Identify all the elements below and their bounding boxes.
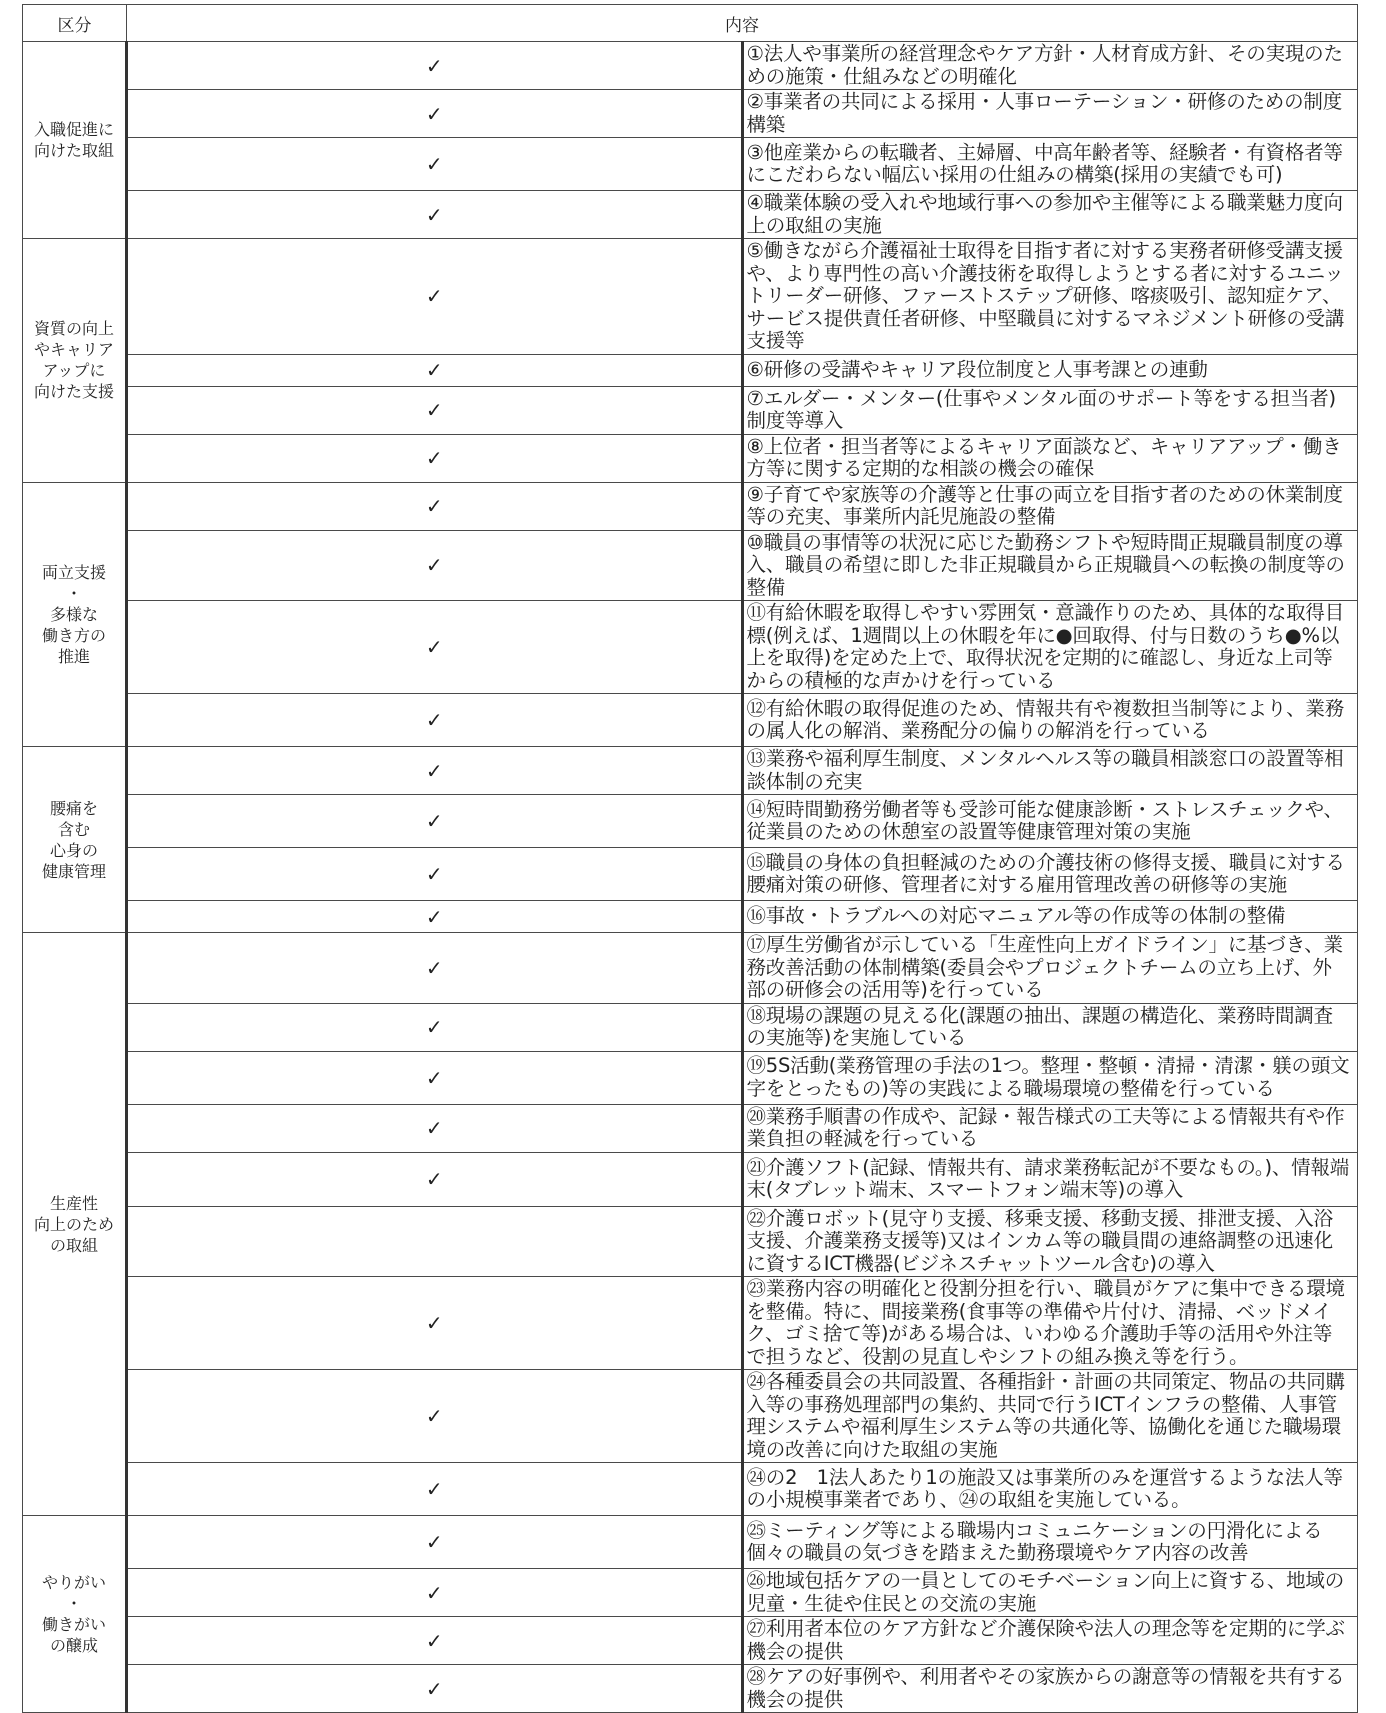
check-mark-icon: ✓: [425, 53, 443, 78]
table-row: [23, 530, 1358, 601]
checkbox-cell[interactable]: [127, 933, 743, 1004]
table-body: [23, 42, 1358, 1713]
measure-text: ⑤働きながら介護福祉士取得を目指す者に対する実務者研修受講支援や、より専門性の高い介護技術を取得しようとする者に対するユニットリーダー研修、ファーストステップ研修、喀痰吸引、認知症ケア、サービス提供責任者研修、中堅職員に対するマネジメント研修の受講支援等: [742, 239, 1358, 355]
table-row: [23, 901, 1358, 933]
table-row: [23, 1152, 1358, 1206]
header-row: [23, 5, 1358, 42]
checkbox-cell[interactable]: [127, 434, 743, 482]
measure-text: ⑬業務や福利厚生制度、メンタルヘルス等の職員相談窓口の設置等相談体制の充実: [742, 747, 1358, 795]
check-mark-icon: ✓: [425, 1116, 443, 1140]
table-row: [23, 1370, 1358, 1463]
check-mark-icon: ✓: [425, 1530, 443, 1554]
checkbox-cell[interactable]: [127, 747, 743, 795]
table-row: [23, 1617, 1358, 1665]
table-row: [23, 1206, 1358, 1277]
table-row: [23, 239, 1358, 355]
measure-text: ⑯事故・トラブルへの対応マニュアル等の作成等の体制の整備: [742, 901, 1358, 933]
check-mark-icon: ✓: [425, 358, 443, 382]
measure-text: ⑲5S活動(業務管理の手法の1つ。整理・整頓・清掃・清潔・躾の頭文字をとったもの)等の実践による職場環境の整備を行っている: [742, 1051, 1358, 1104]
checkbox-cell[interactable]: [127, 1569, 743, 1617]
measure-text: ①法人や事業所の経営理念やケア方針・人材育成方針、その実現のための施策・仕組みなどの明確化: [742, 42, 1358, 90]
checkbox-cell[interactable]: [127, 1277, 743, 1370]
table-row: [23, 848, 1358, 901]
table-row: [23, 1569, 1358, 1617]
section-category: 両立支援 ・ 多様な 働き方の 推進: [23, 482, 127, 747]
measure-text: ㉗利用者本位のケア方針など介護保険や法人の理念等を定期的に学ぶ機会の提供: [742, 1617, 1358, 1665]
table-row: [23, 1003, 1358, 1051]
checkbox-cell[interactable]: [127, 848, 743, 901]
section-category: 入職促進に 向けた取組: [23, 42, 127, 239]
table-row: [23, 1051, 1358, 1104]
checkbox-cell[interactable]: [127, 795, 743, 848]
checkbox-cell[interactable]: [127, 530, 743, 601]
check-mark-icon: ✓: [425, 553, 443, 578]
table-row: [23, 90, 1358, 138]
check-mark-icon: ✓: [425, 1628, 443, 1653]
measure-text: ③他産業からの転職者、主婦層、中高年齢者等、経験者・有資格者等にこだわらない幅広い採用の仕組みの構築(採用の実績でも可): [742, 138, 1358, 191]
table-row: [23, 354, 1358, 386]
checkbox-cell[interactable]: [127, 601, 743, 694]
check-mark-icon: ✓: [425, 1404, 443, 1428]
check-mark-icon: ✓: [425, 152, 443, 176]
table-row: [23, 933, 1358, 1004]
check-mark-icon: ✓: [425, 284, 443, 309]
measure-text: ㉕ミーティング等による職場内コミュニケーションの円滑化による個々の職員の気づきを踏まえた勤務環境やケア内容の改善: [742, 1516, 1358, 1569]
checkbox-cell[interactable]: [127, 1003, 743, 1051]
measures-table-sheet: [22, 4, 1358, 1713]
checkbox-cell[interactable]: [127, 1152, 743, 1206]
check-mark-icon: ✓: [425, 494, 443, 518]
table-row: [23, 1463, 1358, 1516]
measure-text: ㉔各種委員会の共同設置、各種指針・計画の共同策定、物品の共同購入等の事務処理部門の集約、共同で行うICTインフラの整備、人事管理システムや福利厚生システム等の共通化等、協働化を通じた職場環境の改善に向けた取組の実施: [742, 1370, 1358, 1463]
table-row: [23, 191, 1358, 239]
check-mark-icon: ✓: [425, 202, 443, 227]
table-row: [23, 601, 1358, 694]
header-content: 内容: [127, 5, 1358, 42]
checkbox-cell[interactable]: [127, 1370, 743, 1463]
table-row: [23, 1516, 1358, 1569]
measure-text: ⑧上位者・担当者等によるキャリア面談など、キャリアアップ・働き方等に関する定期的な相談の機会の確保: [742, 434, 1358, 482]
checkbox-cell[interactable]: [127, 239, 743, 355]
table-row: [23, 1104, 1358, 1152]
check-mark-icon: ✓: [425, 1676, 443, 1701]
measure-text: ㉑介護ソフト(記録、情報共有、請求業務転記が不要なもの。)、情報端末(タブレット端末、スマートフォン端末等)の導入: [742, 1152, 1358, 1206]
check-mark-icon: ✓: [425, 398, 443, 422]
measure-text: ④職業体験の受入れや地域行事への参加や主催等による職業魅力度向上の取組の実施: [742, 191, 1358, 239]
checkbox-cell[interactable]: [127, 1051, 743, 1104]
measure-text: ⑩職員の事情等の状況に応じた勤務シフトや短時間正規職員制度の導入、職員の希望に即した非正規職員から正規職員への転換の制度等の整備: [742, 530, 1358, 601]
table-row: [23, 42, 1358, 90]
checkbox-cell[interactable]: [127, 386, 743, 434]
check-mark-icon: ✓: [425, 758, 443, 783]
checkbox-cell[interactable]: [127, 1665, 743, 1713]
checkbox-cell[interactable]: [127, 1206, 743, 1277]
checkbox-cell[interactable]: [127, 138, 743, 191]
check-mark-icon: ✓: [425, 708, 443, 732]
table-row: [23, 482, 1358, 530]
measure-text: ㉒介護ロボット(見守り支援、移乗支援、移動支援、排泄支援、入浴支援、介護業務支援等)又はインカム等の職員間の連絡調整の迅速化に資するICT機器(ビジネスチャットツール含む)の導入: [742, 1206, 1358, 1277]
check-mark-icon: ✓: [425, 635, 443, 659]
check-mark-icon: ✓: [425, 809, 443, 833]
table-row: [23, 795, 1358, 848]
checkbox-cell[interactable]: [127, 1516, 743, 1569]
measure-text: ⑰厚生労働省が示している「生産性向上ガイドライン」に基づき、業務改善活動の体制構築(委員会やプロジェクトチームの立ち上げ、外部の研修会の活用等)を行っている: [742, 933, 1358, 1004]
section-category: やりがい ・ 働きがい の醸成: [23, 1516, 127, 1713]
measure-text: ②事業者の共同による採用・人事ローテーション・研修のための制度構築: [742, 90, 1358, 138]
measure-text: ⑮職員の身体の負担軽減のための介護技術の修得支援、職員に対する腰痛対策の研修、管理者に対する雇用管理改善の研修等の実施: [742, 848, 1358, 901]
check-mark-icon: ✓: [425, 101, 443, 126]
section-category: 腰痛を 含む 心身の 健康管理: [23, 747, 127, 933]
checkbox-cell[interactable]: [127, 694, 743, 747]
measure-text: ㉓業務内容の明確化と役割分担を行い、職員がケアに集中できる環境を整備。特に、間接業務(食事等の準備や片付け、清掃、ベッドメイク、ゴミ捨て等)がある場合は、いわゆる介護助手等の活用や外注等で担うなど、役割の見直しやシフトの組み換え等を行う。: [742, 1277, 1358, 1370]
measure-text: ⑳業務手順書の作成や、記録・報告様式の工夫等による情報共有や作業負担の軽減を行っている: [742, 1104, 1358, 1152]
check-mark-icon: ✓: [425, 862, 443, 886]
checkbox-cell[interactable]: [127, 42, 743, 90]
table-row: [23, 138, 1358, 191]
check-mark-icon: ✓: [425, 1015, 443, 1039]
section-category: 資質の向上 やキャリア アップに 向けた支援: [23, 239, 127, 483]
measure-text: ⑭短時間勤務労働者等も受診可能な健康診断・ストレスチェックや、従業員のための休憩室の設置等健康管理対策の実施: [742, 795, 1358, 848]
measure-text: ㉘ケアの好事例や、利用者やその家族からの謝意等の情報を共有する機会の提供: [742, 1665, 1358, 1713]
check-mark-icon: ✓: [425, 1167, 443, 1191]
measure-text: ⑦エルダー・メンター(仕事やメンタル面のサポート等をする担当者)制度等導入: [742, 386, 1358, 434]
check-mark-icon: ✓: [425, 446, 443, 470]
measure-text: ⑪有給休暇を取得しやすい雰囲気・意識作りのため、具体的な取得目標(例えば、1週間以上の休暇を年に●回取得、付与日数のうち●%以上を取得)を定めた上で、取得状況を定期的に確認し、身近な上司等からの積極的な声かけを行っている: [742, 601, 1358, 694]
check-mark-icon: ✓: [425, 1065, 443, 1090]
table-row: [23, 434, 1358, 482]
table-row: [23, 694, 1358, 747]
checkbox-cell[interactable]: [127, 90, 743, 138]
check-mark-icon: ✓: [425, 904, 443, 929]
check-mark-icon: ✓: [425, 1477, 443, 1501]
checkbox-cell[interactable]: [127, 354, 743, 386]
measure-text: ⑥研修の受講やキャリア段位制度と人事考課との連動: [742, 354, 1358, 386]
check-mark-icon: ✓: [425, 1311, 443, 1335]
check-mark-icon: ✓: [425, 1580, 443, 1605]
table-row: [23, 386, 1358, 434]
checkbox-cell[interactable]: [127, 482, 743, 530]
measure-text: ㉔の2 1法人あたり1の施設又は事業所のみを運営するような法人等の小規模事業者であり、㉔の取組を実施している。: [742, 1463, 1358, 1516]
measure-text: ㉖地域包括ケアの一員としてのモチベーション向上に資する、地域の児童・生徒や住民との交流の実施: [742, 1569, 1358, 1617]
checkbox-cell[interactable]: [127, 1104, 743, 1152]
check-mark-icon: ✓: [425, 955, 443, 980]
measures-table: [22, 4, 1358, 1713]
checkbox-cell[interactable]: [127, 901, 743, 933]
checkbox-cell[interactable]: [127, 1463, 743, 1516]
checkbox-cell[interactable]: [127, 191, 743, 239]
measure-text: ⑱現場の課題の見える化(課題の抽出、課題の構造化、業務時間調査の実施等)を実施している: [742, 1003, 1358, 1051]
measure-text: ⑨子育てや家族等の介護等と仕事の両立を目指す者のための休業制度等の充実、事業所内託児施設の整備: [742, 482, 1358, 530]
table-row: [23, 1665, 1358, 1713]
section-category: 生産性 向上のため の取組: [23, 933, 127, 1516]
table-row: [23, 747, 1358, 795]
measure-text: ⑫有給休暇の取得促進のため、情報共有や複数担当制等により、業務の属人化の解消、業務配分の偏りの解消を行っている: [742, 694, 1358, 747]
header-category: 区分: [23, 5, 127, 42]
table-row: [23, 1277, 1358, 1370]
checkbox-cell[interactable]: [127, 1617, 743, 1665]
